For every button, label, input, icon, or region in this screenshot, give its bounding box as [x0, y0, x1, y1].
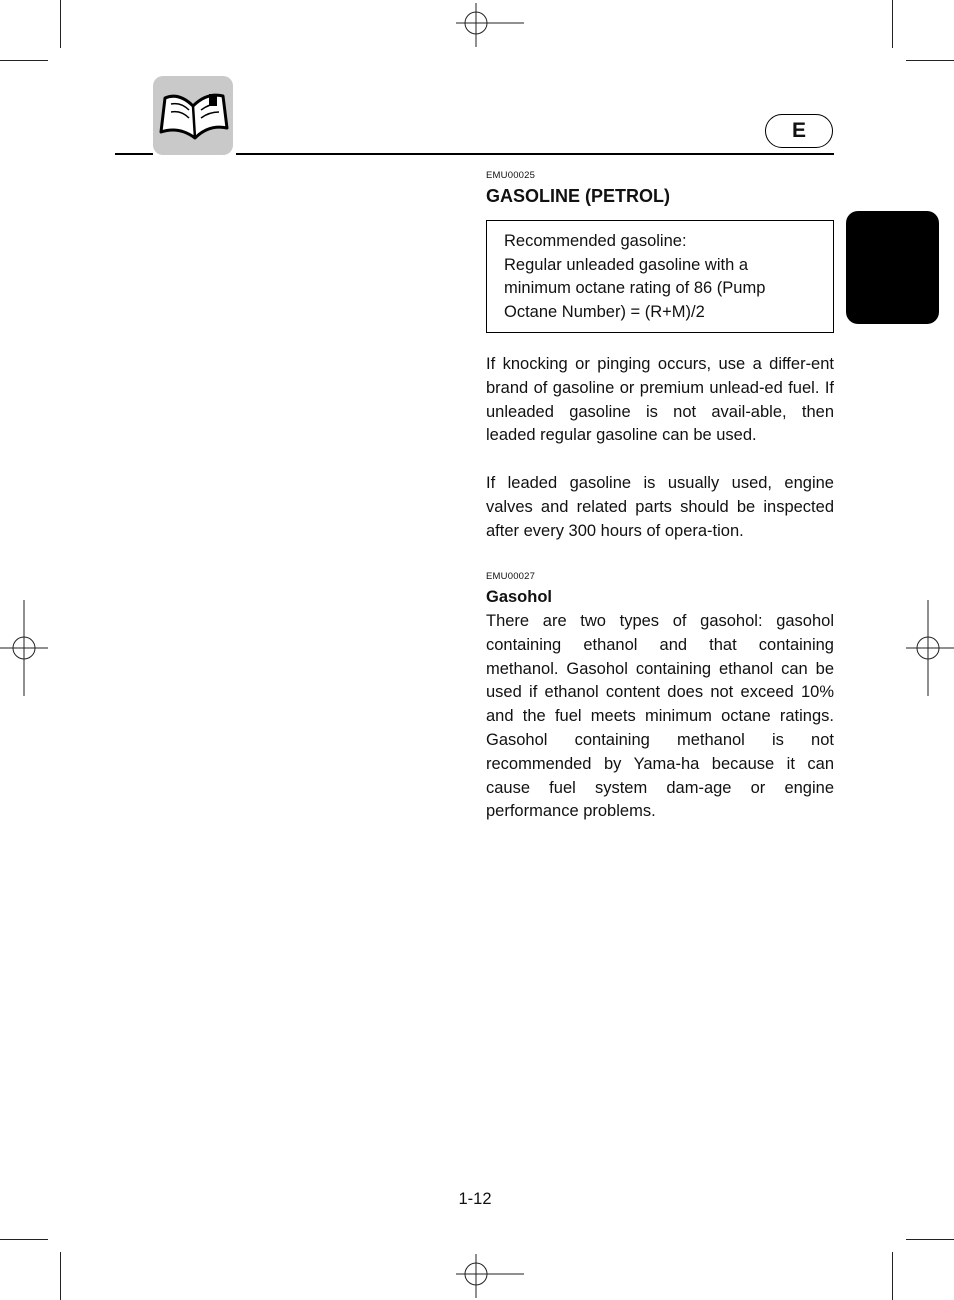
spec-line: Octane Number) = (R+M)/2 — [504, 302, 705, 321]
knocking-paragraph: If knocking or pinging occurs, use a differ-ent brand of gasoline or premium unlead-ed fuel. If unleaded gasoline is not avail-able, then leaded regular gasoline can be used. — [486, 355, 834, 445]
registration-mark-top — [456, 3, 524, 47]
crop-mark — [892, 1252, 893, 1300]
spec-line: minimum octane rating of 86 (Pump — [504, 279, 766, 297]
spec-line: Recommended gasoline: — [504, 232, 687, 250]
section-code: EMU00025 — [486, 170, 536, 181]
crop-mark — [60, 0, 61, 48]
crop-mark — [0, 1239, 48, 1240]
crop-mark — [60, 1252, 61, 1300]
crop-mark — [892, 0, 893, 48]
header-rule-left — [115, 153, 153, 155]
open-book-icon — [153, 76, 233, 155]
subsection-title: Gasohol — [486, 588, 553, 606]
header-rule-right — [236, 153, 834, 155]
recommended-gasoline-box — [486, 220, 834, 333]
registration-mark-left — [0, 600, 48, 696]
spec-line: Regular unleaded gasoline with a — [504, 255, 749, 274]
subsection-code: EMU00027 — [486, 571, 536, 582]
page-number: 1-12 — [458, 1190, 492, 1208]
registration-mark-right — [906, 600, 954, 696]
crop-mark — [0, 60, 48, 61]
leaded-gasoline-paragraph: If leaded gasoline is usually used, engine valves and related parts should be inspected after every 300 hours of opera-tion. — [486, 474, 834, 540]
section-title: GASOLINE (PETROL) — [486, 186, 670, 206]
gasohol-paragraph: There are two types of gasohol: gasohol containing ethanol and that containing methanol. Gasohol containing ethanol can be used if ethanol content does not exceed 10% and the fuel meets minimum octane ratings. Gasohol containing methanol is not recommended by Yama-ha because it can cause fuel system dam-age or engine performance problems. — [486, 612, 834, 821]
crop-mark — [906, 60, 954, 61]
language-badge: E — [765, 114, 833, 148]
section-tab — [846, 211, 939, 324]
crop-mark — [906, 1239, 954, 1240]
registration-mark-bottom — [456, 1254, 524, 1298]
